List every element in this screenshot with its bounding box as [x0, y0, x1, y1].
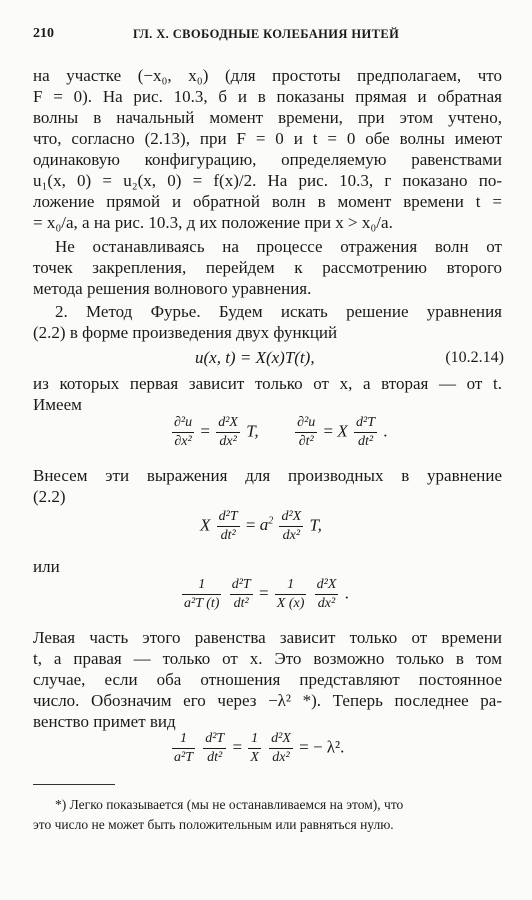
equation-derivatives: $\frac{\text{∂²u}}{\text{∂x²}}$ = $\frac{\text{d²X}}{\text{dx²}}$ T, $\frac{\text{∂²u}}{\text{∂t²}}$ = X $\frac{\text{d²T}}{\text{dt²}}$ . — [174, 415, 388, 449]
text-line: или — [33, 557, 60, 576]
equation-substituted: X $\frac{\text{d²T}}{\text{dt²}}$ = $a^2$ $\frac{\text{d²X}}{\text{dx²}}$ T, — [200, 509, 322, 543]
running-header — [33, 26, 504, 46]
text-line: метода решения волнового уравнения. — [33, 279, 312, 298]
footnote-rule — [33, 784, 115, 785]
fraction: $\frac{\text{d²T}}{\text{dt²}}$ — [231, 577, 251, 611]
text-line: Не останавливаясь на процессе отражения волн от — [55, 237, 502, 256]
fraction: $\frac{1}{\text{a²T (t)}}$ — [184, 577, 220, 611]
footnote-line: это число не может быть положительным или равняться нулю. — [33, 817, 394, 832]
text-line: F = 0). На рис. 10.3, б и в показаны прямая и обратная — [33, 87, 502, 106]
text-line: одинаковую конфигурацию, определяемую равенствами — [33, 150, 502, 169]
text-line: u₁(x, 0) = u₂(x, 0) = f(x)/2. На рис. 10.3, г показано по- — [33, 171, 502, 190]
text-line: Левая часть этого равенства зависит только от времени — [33, 628, 502, 647]
equation-10-2-14: u(x, t) = X(x)T(t), — [195, 348, 315, 367]
text-line: = x₀/a, а на рис. 10.3, д их положение при x > x₀/a. — [33, 213, 393, 232]
section-heading-line: 2. Метод Фурье. Будем искать решение уравнения — [55, 302, 502, 321]
text-line: что, согласно (2.13), при F = 0 и t = 0 обе волны имеют — [33, 129, 502, 148]
footnote-line: *) Легко показывается (мы не останавливаемся на этом), что — [55, 797, 404, 812]
fraction: $\frac{1}{X (x)}$ — [276, 577, 305, 611]
text-line: из которых первая зависит только от x, а вторая — от t. — [33, 374, 502, 393]
fraction: $\frac{\text{∂²u}}{\text{∂t²}}$ — [297, 415, 316, 449]
text-line: (2.2) в форме произведения двух функций — [33, 323, 338, 342]
fraction: $\frac{\text{∂²u}}{\text{∂x²}}$ — [174, 415, 193, 449]
text-line: t, а правая — только от x. Это возможно только в том — [33, 649, 502, 668]
text-line: венство примет вид — [33, 712, 176, 731]
text-line: Внесем эти выражения для производных в уравнение — [33, 466, 502, 485]
fraction: $\frac{1}{\text{a²T}}$ — [174, 731, 193, 765]
text-line: ложение прямой и обратной волн в момент времени t = — [33, 192, 502, 211]
text-line: точек закрепления, перейдем к рассмотрению второго — [33, 258, 502, 277]
running-title: ГЛ. X. СВОБОДНЫЕ КОЛЕБАНИЯ НИТЕЙ — [133, 27, 400, 41]
text-line: Имеем — [33, 395, 82, 414]
fraction: $\frac{\text{d²X}}{\text{dx²}}$ — [316, 577, 337, 611]
fraction: $\frac{\text{d²X}}{\text{dx²}}$ — [271, 731, 291, 765]
fraction: $\frac{\text{d²X}}{\text{dx²}}$ — [281, 509, 302, 543]
text-line: (2.2) — [33, 487, 66, 506]
text-line: волны в начальный момент времени, при этом учтено, — [33, 108, 502, 127]
fraction: $\frac{1}{X}$ — [250, 731, 259, 765]
text-line: число. Обозначим его через −λ² *). Теперь последнее ра- — [33, 691, 502, 710]
fraction: $\frac{\text{d²T}}{\text{dt²}}$ — [356, 415, 376, 449]
equation-lambda: $\frac{1}{\text{a²T}}$ $\frac{\text{d²T}}{\text{dt²}}$ = $\frac{1}{X}$ $\frac{\text{d²X}}{\text{dx²}}$ = − λ². — [174, 731, 345, 765]
text-line: на участке (−x₀, x₀) (для простоты предполагаем, что — [33, 66, 502, 85]
equation-number: (10.2.14) — [445, 349, 504, 366]
fraction: $\frac{\text{d²T}}{\text{dt²}}$ — [205, 731, 225, 765]
fraction: $\frac{\text{d²X}}{\text{dx²}}$ — [218, 415, 238, 449]
page-number: 210 — [33, 26, 54, 41]
fraction: $\frac{\text{d²T}}{\text{dt²}}$ — [218, 509, 238, 543]
equation-separated: $\frac{1}{\text{a²T (t)}}$ $\frac{\text{d²T}}{\text{dt²}}$ = $\frac{1}{X (x)}$ $\frac{\text{d²X}}{\text{dx²}}$ . — [184, 577, 349, 611]
text-line: случае, если оба отношения представляют постоянное — [33, 670, 502, 689]
